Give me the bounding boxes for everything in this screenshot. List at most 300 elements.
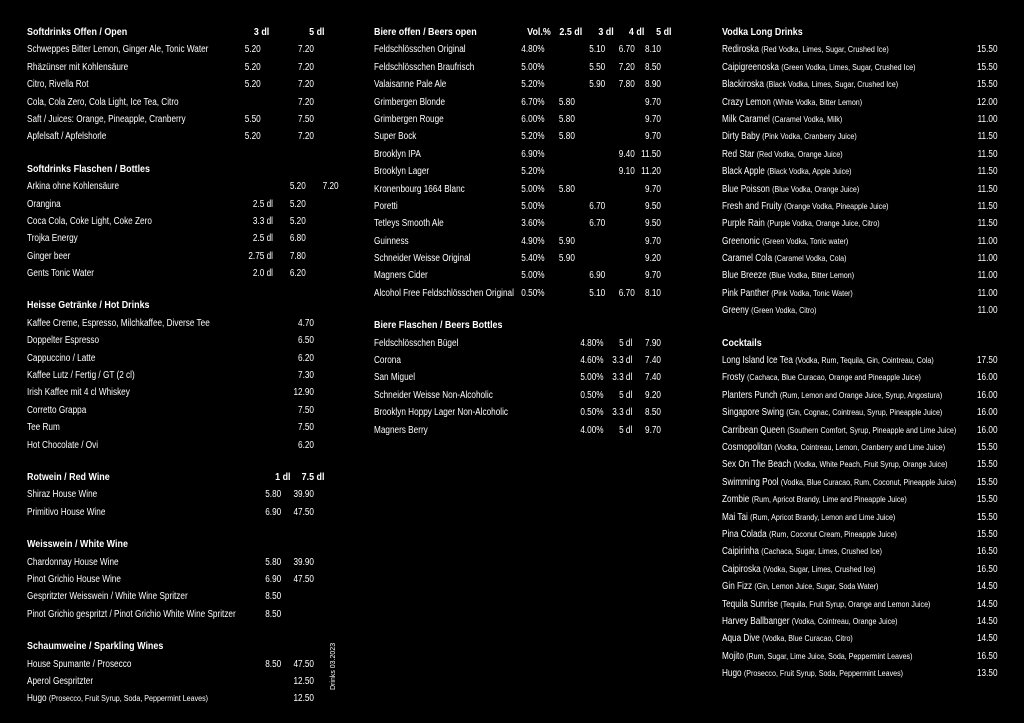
item-price: 2.0 dl xyxy=(252,268,273,280)
item-title: Fresh and Fruity xyxy=(722,200,782,212)
menu-item xyxy=(722,526,998,543)
item-price: 12.50 xyxy=(293,675,314,687)
menu-item xyxy=(374,422,661,439)
item-title: Purple Rain xyxy=(722,218,765,230)
item-price: 8.50 xyxy=(265,591,282,603)
menu-item xyxy=(374,285,661,302)
section-title: Biere offen / Beers open xyxy=(374,26,477,38)
item-ingredients: (Vodka, Sugar, Limes, Crushed Ice) xyxy=(763,563,876,574)
item-title: Tetleys Smooth Ale xyxy=(374,218,444,230)
item-price: 6.70 xyxy=(618,287,635,299)
item-title: Mojito xyxy=(722,650,744,662)
item-price: 7.50 xyxy=(298,422,314,434)
item-name xyxy=(722,526,897,543)
menu-column-right xyxy=(722,24,998,697)
menu-item xyxy=(27,437,314,454)
section-title: Heisse Getränke / Hot Drinks xyxy=(27,299,150,312)
item-name xyxy=(27,419,60,436)
menu-item xyxy=(27,571,314,588)
item-price: 9.70 xyxy=(645,424,661,436)
item-name xyxy=(722,76,898,93)
item-title: Guinness xyxy=(374,235,409,247)
menu-item xyxy=(374,128,661,145)
section-title: Schaumweine / Sparkling Wines xyxy=(27,640,164,653)
item-name xyxy=(374,233,409,250)
item-ingredients: (Rum, Apricot Brandy, Lemon and Lime Juice) xyxy=(750,511,896,522)
item-name xyxy=(27,656,131,673)
item-ingredients: (Prosecco, Fruit Syrup, Soda, Peppermint Leaves) xyxy=(743,668,904,679)
column-header: 7.5 dl xyxy=(301,470,325,483)
item-price: 11.50 xyxy=(977,148,998,160)
menu-item xyxy=(27,384,314,401)
item-title: Caramel Cola xyxy=(722,253,773,265)
item-price: 4.80% xyxy=(580,337,604,349)
menu-item xyxy=(374,94,661,111)
item-name xyxy=(374,352,401,369)
item-name xyxy=(722,111,842,128)
item-title: Red Star xyxy=(722,148,755,160)
item-title: Shiraz House Wine xyxy=(27,489,98,501)
item-title: Long Island Ice Tea xyxy=(722,355,793,367)
item-name xyxy=(27,265,94,282)
menu-item xyxy=(27,315,314,332)
print-date-stamp: Drinks 03.2023 xyxy=(330,642,337,690)
menu-item xyxy=(722,665,998,682)
item-ingredients: (Vodka, Blue Curacao, Rum, Coconut, Pineapple Juice) xyxy=(780,476,957,487)
item-price: 2.5 dl xyxy=(252,198,273,210)
item-price: 16.00 xyxy=(976,407,998,419)
section-softdrinks-open xyxy=(27,24,325,146)
item-price: 6.20 xyxy=(289,268,306,280)
column-header: 5 dl xyxy=(309,26,325,38)
item-price: 3.3 dl xyxy=(612,407,633,419)
item-name xyxy=(722,456,947,473)
item-title: Brooklyn Lager xyxy=(374,166,430,178)
item-price: 9.50 xyxy=(645,200,661,212)
column-header: 3 dl xyxy=(253,26,270,38)
item-ingredients: (Orange Vodka, Pineapple Juice) xyxy=(783,200,889,211)
item-name xyxy=(722,163,851,180)
item-name xyxy=(374,163,429,180)
item-price: 6.00% xyxy=(521,113,545,125)
item-title: Magners Cider xyxy=(374,270,428,282)
item-ingredients: (Blue Vodka, Bitter Lemon) xyxy=(768,270,855,281)
menu-item xyxy=(27,265,306,282)
item-name xyxy=(374,111,444,128)
item-name xyxy=(374,285,514,302)
menu-item xyxy=(27,673,314,690)
item-price: 5.20 xyxy=(289,198,306,210)
item-title: Pink Panther xyxy=(722,287,769,299)
item-title: Planters Punch xyxy=(722,389,778,401)
item-title: Rhäzünser mit Kohlensäure xyxy=(27,61,129,73)
item-title: Super Bock xyxy=(374,131,417,143)
item-price: 11.50 xyxy=(641,148,661,160)
item-price: 5.10 xyxy=(589,44,606,56)
item-name xyxy=(722,439,945,456)
item-name xyxy=(374,146,421,163)
item-title: Coca Cola, Coke Light, Coke Zero xyxy=(27,215,152,227)
item-title: Orangina xyxy=(27,198,61,210)
section-header xyxy=(27,638,274,655)
item-price: 15.50 xyxy=(976,61,998,73)
menu-item xyxy=(722,456,998,473)
item-ingredients: (Pink Vodka, Cranberry Juice) xyxy=(762,131,857,142)
item-price: 6.70% xyxy=(521,96,545,108)
menu-item xyxy=(27,690,314,707)
item-name xyxy=(27,196,61,213)
item-price: 5.20 xyxy=(244,79,261,91)
item-price: 13.50 xyxy=(976,668,998,680)
menu-item xyxy=(27,213,306,230)
item-title: Caipiroska xyxy=(722,563,761,575)
section-white-wine xyxy=(27,536,317,623)
section-beers-open xyxy=(374,24,672,302)
item-price: 17.50 xyxy=(976,355,998,367)
item-price: 4.60% xyxy=(580,355,604,367)
item-price: 3.3 dl xyxy=(612,372,633,384)
section-title: Biere Flaschen / Beers Bottles xyxy=(374,319,503,332)
item-price: 11.50 xyxy=(977,166,998,178)
item-title: Greeny xyxy=(722,305,749,317)
item-title: Mai Tai xyxy=(722,511,748,523)
item-name xyxy=(27,554,119,571)
item-price: 9.70 xyxy=(645,183,661,195)
menu-item xyxy=(722,474,998,491)
item-ingredients: (Green Vodka, Tonic water) xyxy=(762,235,849,246)
item-name xyxy=(27,384,130,401)
item-title: Kronenbourg 1664 Blanc xyxy=(374,183,465,195)
section-hot-drinks xyxy=(27,297,317,454)
item-title: Chardonnay House Wine xyxy=(27,556,119,568)
item-price: 5 dl xyxy=(619,337,633,349)
item-ingredients: (Purple Vodka, Orange Juice, Citro) xyxy=(767,218,880,229)
section-cocktails xyxy=(722,335,998,683)
item-price: 8.50 xyxy=(265,608,282,620)
item-name xyxy=(722,596,930,613)
item-name xyxy=(374,369,415,386)
item-price: 6.90 xyxy=(265,506,282,518)
item-title: Singapore Swing xyxy=(722,407,784,419)
menu-item xyxy=(722,491,998,508)
menu-item xyxy=(374,267,661,284)
item-price: 5.50 xyxy=(589,61,606,73)
item-name xyxy=(27,111,186,128)
menu-item xyxy=(27,111,314,128)
section-sparkling-wines xyxy=(27,638,317,708)
menu-item xyxy=(27,59,314,76)
item-title: Carribean Queen xyxy=(722,424,785,436)
item-name xyxy=(722,181,859,198)
menu-item xyxy=(27,94,314,111)
item-price: 16.00 xyxy=(976,372,998,384)
item-price: 6.70 xyxy=(589,200,606,212)
item-price: 11.50 xyxy=(977,183,998,195)
item-name xyxy=(27,59,128,76)
menu-item xyxy=(722,250,998,267)
item-title: Grimbergen Rouge xyxy=(374,113,444,125)
section-title: Vodka Long Drinks xyxy=(722,26,803,38)
item-price: 3.3 dl xyxy=(612,355,633,367)
item-title: Schweppes Bitter Lemon, Ginger Ale, Tonic Water xyxy=(27,44,209,56)
section-header xyxy=(27,297,274,314)
section-header xyxy=(722,335,957,352)
menu-item xyxy=(27,230,306,247)
menu-item xyxy=(722,146,998,163)
menu-item xyxy=(722,613,998,630)
item-title: Dirty Baby xyxy=(722,131,760,143)
item-price: 5.20% xyxy=(521,166,545,178)
item-name xyxy=(27,673,93,690)
section-header xyxy=(722,24,957,41)
item-price: 7.40 xyxy=(645,372,661,384)
item-price: 15.50 xyxy=(976,528,998,540)
item-price: 8.50 xyxy=(265,658,282,670)
menu-item xyxy=(722,404,998,421)
item-ingredients: (Rum, Sugar, Lime Juice, Soda, Peppermint Leaves) xyxy=(746,650,913,661)
item-price: 5.00% xyxy=(521,183,545,195)
menu-item xyxy=(27,606,282,623)
item-name xyxy=(722,509,895,526)
item-title: Pina Colada xyxy=(722,528,767,540)
item-title: Black Apple xyxy=(722,166,765,178)
item-title: Primitivo House Wine xyxy=(27,506,106,518)
item-price: 14.50 xyxy=(976,581,998,593)
menu-item xyxy=(722,233,998,250)
section-header xyxy=(27,161,274,178)
section-header xyxy=(27,536,274,553)
menu-item xyxy=(722,369,998,386)
item-price: 7.50 xyxy=(298,404,314,416)
item-name xyxy=(27,350,95,367)
menu-item xyxy=(374,198,661,215)
item-name xyxy=(722,578,878,595)
section-title: Rotwein / Red Wine xyxy=(27,470,110,483)
item-price: 11.00 xyxy=(977,235,998,247)
menu-column-middle xyxy=(374,24,672,454)
item-price: 5.80 xyxy=(558,113,575,125)
menu-item xyxy=(27,486,314,503)
item-price: 5.20% xyxy=(521,79,545,91)
item-ingredients: (Tequila, Fruit Syrup, Orange and Lemon Juice) xyxy=(780,598,931,609)
item-name xyxy=(722,146,843,163)
item-name xyxy=(27,402,86,419)
item-price: 15.50 xyxy=(976,459,998,471)
item-title: Brooklyn IPA xyxy=(374,148,421,160)
item-name xyxy=(27,504,105,521)
item-price: 6.70 xyxy=(618,44,635,56)
item-name xyxy=(27,437,98,454)
section-header xyxy=(27,469,325,486)
item-price: 11.00 xyxy=(977,253,998,265)
item-ingredients: (Red Vodka, Orange Juice) xyxy=(756,148,843,159)
item-price: 0.50% xyxy=(580,389,604,401)
menu-item xyxy=(722,267,998,284)
item-name xyxy=(722,613,897,630)
item-name xyxy=(27,690,208,707)
item-name xyxy=(722,250,846,267)
item-name xyxy=(27,248,70,265)
item-name xyxy=(27,94,179,111)
menu-item xyxy=(27,332,314,349)
item-price: 16.50 xyxy=(976,650,998,662)
item-price: 9.10 xyxy=(618,166,635,178)
item-name xyxy=(374,267,428,284)
menu-item xyxy=(27,178,339,195)
item-name xyxy=(722,665,903,682)
column-header: 4 dl xyxy=(628,26,645,38)
menu-item xyxy=(27,128,314,145)
item-price: 7.20 xyxy=(618,61,635,73)
item-price: 5.20 xyxy=(244,131,261,143)
item-title: Blue Poisson xyxy=(722,183,770,195)
menu-item xyxy=(27,588,282,605)
section-title: Softdrinks Flaschen / Bottles xyxy=(27,162,150,175)
menu-item xyxy=(27,656,314,673)
item-ingredients: (Southern Comfort, Syrup, Pineapple and Lime Juice) xyxy=(787,424,957,435)
item-title: Doppelter Espresso xyxy=(27,335,100,347)
item-title: Apfelsaft / Apfelshorle xyxy=(27,131,107,143)
item-name xyxy=(722,474,956,491)
item-price: 4.80% xyxy=(521,44,545,56)
item-title: Magners Berry xyxy=(374,424,428,436)
menu-item xyxy=(722,352,998,369)
item-price: 5.00% xyxy=(521,200,545,212)
menu-item xyxy=(27,248,306,265)
menu-item xyxy=(27,367,314,384)
item-price: 5 dl xyxy=(619,424,633,436)
item-title: San Miguel xyxy=(374,372,416,384)
item-ingredients: (Caramel Vodka, Cola) xyxy=(774,253,847,264)
item-price: 16.50 xyxy=(976,563,998,575)
item-title: Gin Fizz xyxy=(722,581,753,593)
item-title: Blackiroska xyxy=(722,79,764,91)
item-price: 7.90 xyxy=(645,337,661,349)
menu-item xyxy=(722,94,998,111)
item-name xyxy=(722,302,817,319)
item-price: 9.20 xyxy=(645,389,661,401)
item-ingredients: (Prosecco, Fruit Syrup, Soda, Peppermint Leaves) xyxy=(48,693,209,704)
item-price: 5.00% xyxy=(521,270,545,282)
item-name xyxy=(374,215,444,232)
item-name xyxy=(722,59,916,76)
item-ingredients: (Gin, Cognac, Cointreau, Syrup, Pineapple Juice) xyxy=(786,407,943,418)
item-price: 5.90 xyxy=(558,235,575,247)
item-name xyxy=(722,561,875,578)
section-softdrinks-bottles xyxy=(27,161,339,283)
item-price: 47.50 xyxy=(293,658,314,670)
menu-item xyxy=(374,146,661,163)
menu-item xyxy=(374,352,661,369)
item-name xyxy=(722,369,921,386)
item-name xyxy=(722,387,942,404)
item-price: 5.20 xyxy=(244,61,261,73)
item-price: 16.00 xyxy=(976,424,998,436)
item-name xyxy=(722,94,862,111)
item-price: 5.80 xyxy=(558,183,575,195)
item-name xyxy=(374,422,428,439)
item-name xyxy=(27,367,135,384)
menu-item xyxy=(374,181,661,198)
item-name xyxy=(722,352,934,369)
item-ingredients: (White Vodka, Bitter Lemon) xyxy=(773,96,863,107)
item-price: 15.50 xyxy=(976,79,998,91)
item-name xyxy=(27,76,89,93)
item-price: 9.70 xyxy=(645,113,661,125)
item-price: 7.20 xyxy=(322,181,339,193)
item-name xyxy=(374,181,465,198)
item-title: Brooklyn Hoppy Lager Non-Alcoholic xyxy=(374,407,509,419)
section-title: Weisswein / White Wine xyxy=(27,538,128,551)
item-title: Saft / Juices: Orange, Pineapple, Cranberry xyxy=(27,113,186,125)
item-name xyxy=(27,486,97,503)
section-header xyxy=(374,24,672,41)
item-title: Irish Kaffee mit 4 cl Whiskey xyxy=(27,387,130,399)
menu-item xyxy=(722,285,998,302)
section-vodka-long-drinks xyxy=(722,24,998,320)
item-title: House Spumante / Prosecco xyxy=(27,658,132,670)
menu-item xyxy=(722,387,998,404)
item-price: 6.20 xyxy=(298,439,314,451)
menu-item xyxy=(722,198,998,215)
item-price: 14.50 xyxy=(976,633,998,645)
item-title: Cosmopolitan xyxy=(722,441,773,453)
item-name xyxy=(722,233,848,250)
section-title: Softdrinks Offen / Open xyxy=(27,26,128,38)
item-ingredients: (Rum, Lemon and Orange Juice, Syrup, Angostura) xyxy=(779,389,943,400)
item-name xyxy=(374,404,508,421)
item-price: 15.50 xyxy=(976,44,998,56)
item-title: Schneider Weisse Non-Alcoholic xyxy=(374,389,493,401)
item-name xyxy=(374,41,466,58)
item-price: 12.50 xyxy=(293,693,314,705)
item-price: 4.70 xyxy=(298,317,314,329)
item-name xyxy=(27,606,236,623)
item-price: 8.50 xyxy=(645,407,661,419)
menu-item xyxy=(374,41,661,58)
item-price: 8.50 xyxy=(645,61,661,73)
item-title: Pinot Grichio gespritzt / Pinot Grichio White Wine Spritzer xyxy=(27,608,236,620)
menu-item xyxy=(374,404,661,421)
item-name xyxy=(27,315,210,332)
section-red-wine xyxy=(27,469,325,521)
item-price: 7.20 xyxy=(298,61,314,73)
item-price: 6.80 xyxy=(289,233,306,245)
item-price: 11.50 xyxy=(977,131,998,143)
column-header: 5 dl xyxy=(656,26,672,38)
item-title: Crazy Lemon xyxy=(722,96,771,108)
menu-item xyxy=(722,596,998,613)
item-price: 14.50 xyxy=(976,615,998,627)
menu-item xyxy=(27,504,314,521)
menu-item xyxy=(722,111,998,128)
section-header xyxy=(374,317,621,334)
item-name xyxy=(722,630,853,647)
item-ingredients: (Green Vodka, Limes, Sugar, Crushed Ice) xyxy=(781,61,916,72)
item-price: 15.50 xyxy=(976,494,998,506)
item-title: Kaffee Lutz / Fertig / GT (2 cl) xyxy=(27,370,135,382)
menu-item xyxy=(27,350,314,367)
item-price: 5 dl xyxy=(619,389,633,401)
item-ingredients: (Vodka, Rum, Tequila, Gin, Cointreau, Cola) xyxy=(795,355,934,366)
item-title: Alcohol Free Feldschlösschen Original xyxy=(374,287,514,299)
item-name xyxy=(722,128,857,145)
item-price: 7.80 xyxy=(289,250,306,262)
item-price: 47.50 xyxy=(293,506,314,518)
item-price: 5.80 xyxy=(558,96,575,108)
menu-item xyxy=(722,648,998,665)
item-price: 11.00 xyxy=(977,270,998,282)
